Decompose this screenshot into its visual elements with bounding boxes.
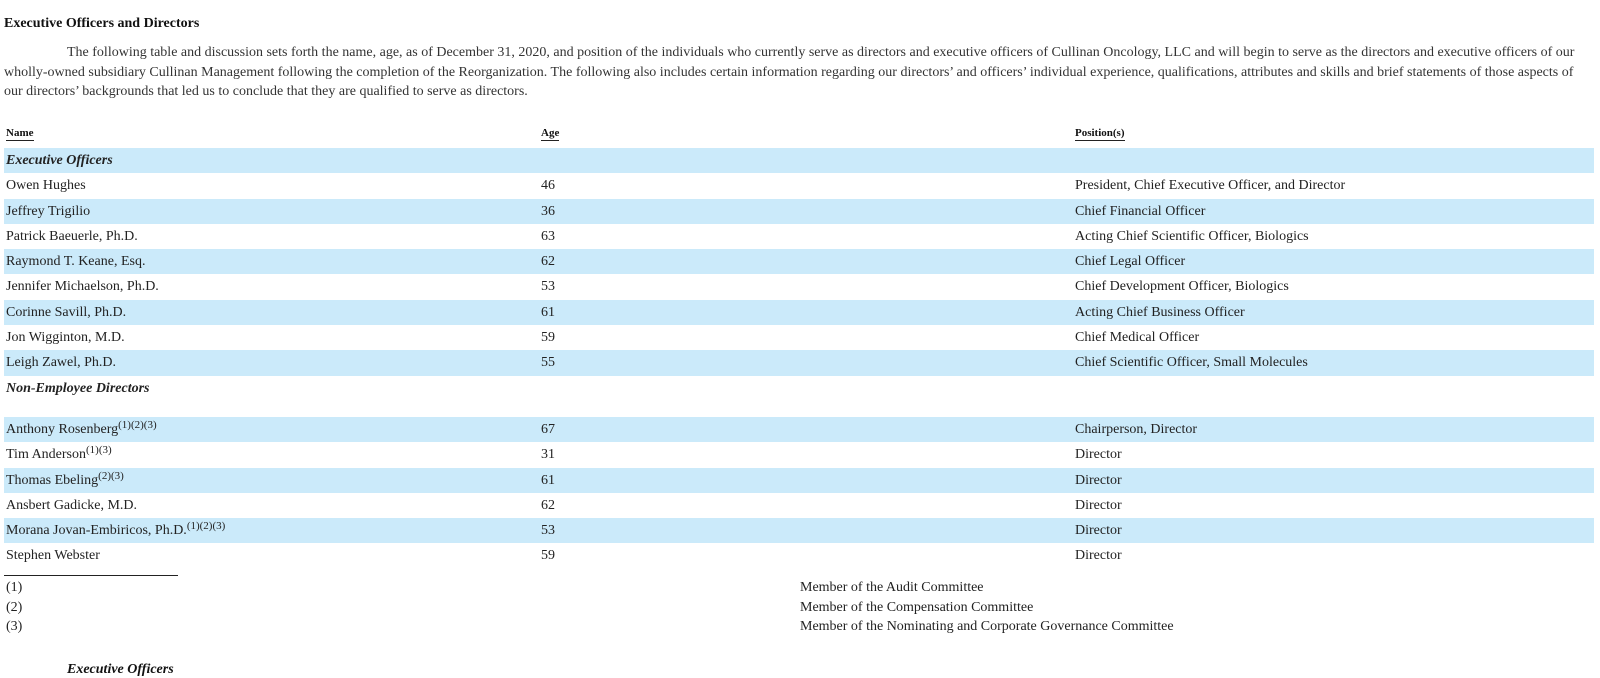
officer-position: Chief Financial Officer bbox=[1075, 203, 1206, 219]
officer-age: 62 bbox=[541, 254, 555, 270]
committee-footnote-marker: (2)(3) bbox=[98, 469, 124, 482]
officers-directors-table bbox=[4, 124, 1594, 569]
director-position: Director bbox=[1075, 548, 1122, 564]
section-title: Executive Officers bbox=[6, 153, 113, 168]
director-age: 62 bbox=[541, 497, 555, 513]
committee-footnote-marker: (1)(2)(3) bbox=[118, 418, 157, 431]
officer-position: Chief Scientific Officer, Small Molecules bbox=[1075, 355, 1308, 371]
director-name: Tim Anderson$^{(1)(3)}$ bbox=[6, 444, 112, 463]
officer-age: 59 bbox=[541, 330, 555, 346]
officer-age: 46 bbox=[541, 178, 555, 194]
table-row bbox=[4, 300, 1594, 325]
footnote-key: (3) bbox=[6, 619, 23, 634]
officer-age: 36 bbox=[541, 203, 555, 219]
table-row bbox=[4, 224, 1594, 249]
director-age: 67 bbox=[541, 421, 555, 437]
footnotes bbox=[4, 578, 1594, 637]
footnote-divider bbox=[4, 575, 178, 576]
table-row bbox=[4, 468, 1594, 493]
footnote-text: Member of the Nominating and Corporate Governance Committee bbox=[800, 619, 1174, 634]
officer-position: Chief Medical Officer bbox=[1075, 330, 1200, 346]
table-row bbox=[4, 518, 1594, 543]
officer-position: Chief Legal Officer bbox=[1075, 254, 1186, 270]
officer-position: Acting Chief Business Officer bbox=[1075, 304, 1245, 320]
header-age: Age bbox=[541, 127, 560, 139]
header-name: Name bbox=[6, 127, 34, 139]
officer-name: Jennifer Michaelson, Ph.D. bbox=[6, 279, 159, 295]
director-position: Director bbox=[1075, 497, 1122, 513]
officer-position: Acting Chief Scientific Officer, Biologics bbox=[1075, 228, 1309, 244]
director-position: Director bbox=[1075, 447, 1122, 463]
table-row bbox=[4, 173, 1594, 198]
officer-name: Leigh Zawel, Ph.D. bbox=[6, 355, 117, 371]
director-age: 59 bbox=[541, 548, 555, 564]
officer-name: Corinne Savill, Ph.D. bbox=[6, 304, 127, 320]
director-position: Director bbox=[1075, 472, 1122, 488]
director-name: Stephen Webster bbox=[6, 548, 100, 564]
officer-position: Chief Development Officer, Biologics bbox=[1075, 279, 1289, 295]
footnote-text: Member of the Audit Committee bbox=[800, 580, 984, 595]
intro-text: The following table and discussion sets forth the name, age, as of December 31, 2020, and position of the individuals who currently serve as directors and executive officers of Cullinan Oncology, LLC and will begin to serve as the directors and executive officers of our wholly-owned subsidiary Cullinan Management following the completion of the Reorganization. The following also includes certain information regarding our directors’ and officers’ individual experience, qualifications, attributes and skills and brief statements of those aspects of our directors’ backgrounds that led us to conclude that they are qualified to serve as directors. bbox=[4, 45, 1575, 99]
committee-footnote-marker: (1)(3) bbox=[86, 444, 112, 457]
director-age: 53 bbox=[541, 523, 555, 539]
footnote bbox=[4, 598, 1594, 618]
section-title: Non-Employee Directors bbox=[6, 380, 150, 396]
footnote-key: (2) bbox=[6, 599, 23, 615]
subsection-heading: Executive Officers bbox=[67, 662, 174, 677]
director-name: Thomas Ebeling$^{(2)(3)}$ bbox=[6, 469, 124, 488]
footnote-text: Member of the Compensation Committee bbox=[800, 599, 1034, 615]
table-row bbox=[4, 249, 1594, 274]
officer-name: Jon Wigginton, M.D. bbox=[6, 330, 125, 346]
footnote bbox=[4, 617, 1594, 637]
director-position: Director bbox=[1075, 523, 1122, 539]
table-row bbox=[4, 543, 1594, 568]
director-name: Morana Jovan-Embiricos, Ph.D.$^{(1)(2)(3)}$ bbox=[6, 520, 226, 539]
section-heading: Executive Officers and Directors bbox=[4, 16, 200, 31]
table-row bbox=[4, 325, 1594, 350]
spacer bbox=[4, 401, 1594, 417]
director-age: 31 bbox=[541, 447, 555, 463]
officer-age: 53 bbox=[541, 279, 555, 295]
intro-paragraph bbox=[4, 43, 1586, 102]
section-row-executive-officers bbox=[4, 148, 1594, 173]
officer-position: President, Chief Executive Officer, and Director bbox=[1075, 178, 1346, 194]
table-row bbox=[4, 350, 1594, 375]
table-header bbox=[4, 124, 1594, 148]
officer-name: Owen Hughes bbox=[6, 178, 86, 194]
officer-age: 61 bbox=[541, 304, 555, 320]
footnote-key: (1) bbox=[6, 580, 23, 595]
director-age: 61 bbox=[541, 472, 555, 488]
table-row bbox=[4, 199, 1594, 224]
officer-name: Patrick Baeuerle, Ph.D. bbox=[6, 228, 138, 244]
director-name: Ansbert Gadicke, M.D. bbox=[6, 497, 138, 513]
table-row bbox=[4, 274, 1594, 299]
officer-name: Jeffrey Trigilio bbox=[6, 203, 91, 219]
director-position: Chairperson, Director bbox=[1075, 421, 1198, 437]
header-position: Position(s) bbox=[1075, 127, 1125, 139]
section-row-non-employee-directors bbox=[4, 376, 1594, 401]
table-row bbox=[4, 493, 1594, 518]
footnote bbox=[4, 578, 1594, 598]
table-row bbox=[4, 417, 1594, 442]
table-row bbox=[4, 442, 1594, 467]
officer-age: 55 bbox=[541, 355, 555, 371]
director-name: Anthony Rosenberg$^{(1)(2)(3)}$ bbox=[6, 418, 157, 437]
officer-age: 63 bbox=[541, 228, 555, 244]
committee-footnote-marker: (1)(2)(3) bbox=[186, 520, 226, 533]
officer-name: Raymond T. Keane, Esq. bbox=[6, 254, 146, 270]
